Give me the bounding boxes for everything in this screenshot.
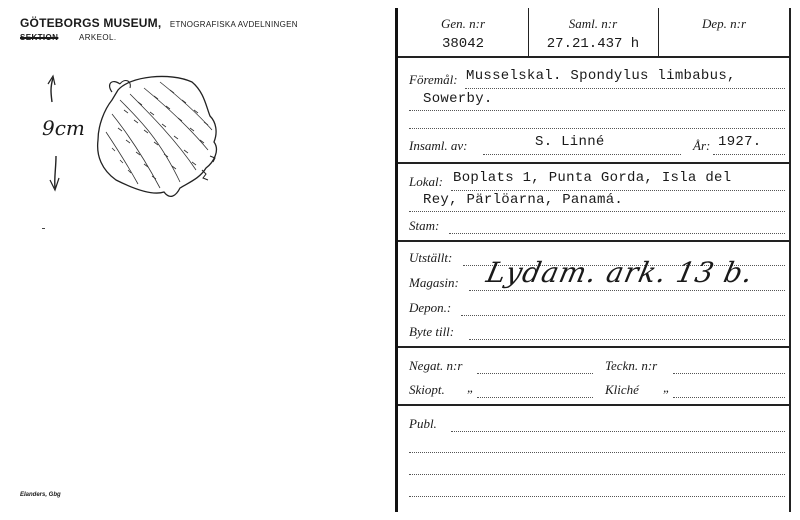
row-divider	[398, 240, 789, 242]
lokal-value-line2: Rey, Pärlöarna, Panamá.	[423, 192, 624, 208]
dotted-line	[477, 373, 593, 374]
gen-label: Gen. n:r	[440, 16, 486, 31]
foremal-value-line2: Sowerby.	[423, 91, 493, 107]
shell-drawing	[20, 70, 230, 220]
insaml-value: S. Linné	[535, 134, 605, 150]
dotted-line	[713, 154, 785, 155]
arkeol-label: ARKEOL.	[78, 33, 117, 42]
dotted-line	[449, 233, 785, 234]
shell-sketch-icon	[20, 70, 230, 220]
byte-label: Byte till:	[409, 324, 455, 339]
dep-cell	[659, 8, 789, 56]
kliche-ditto: „	[663, 380, 671, 395]
stam-label: Stam:	[409, 218, 440, 233]
card-right-border	[789, 8, 791, 512]
dotted-line	[469, 290, 785, 291]
printer-mark: Elanders, Gbg	[20, 492, 61, 498]
row-divider	[398, 162, 789, 164]
saml-value: 27.21.437 h	[546, 36, 640, 52]
row-divider	[398, 56, 789, 58]
dotted-line	[469, 339, 785, 340]
teckn-label: Teckn. n:r	[605, 358, 658, 373]
lokal-label: Lokal:	[409, 174, 443, 189]
dotted-line	[673, 373, 785, 374]
dotted-line	[409, 474, 785, 475]
dotted-line	[483, 154, 681, 155]
insaml-label: Insaml. av:	[409, 138, 468, 153]
magasin-label: Magasin:	[409, 275, 459, 290]
catalogue-card	[395, 8, 793, 512]
size-annotation: 9cm	[42, 116, 85, 140]
dotted-line	[461, 315, 785, 316]
dotted-line	[465, 88, 785, 89]
section-line	[20, 33, 116, 42]
struck-section-label: SEKTION	[20, 33, 59, 42]
dotted-line	[451, 431, 785, 432]
dotted-line	[409, 452, 785, 453]
dotted-line	[409, 110, 785, 111]
saml-label: Saml. n:r	[568, 16, 618, 31]
skiopt-ditto: „	[467, 380, 475, 395]
museum-header	[20, 14, 298, 32]
negat-label: Negat. n:r	[409, 358, 463, 373]
foremal-value-line1: Musselskal. Spondylus limbabus,	[466, 68, 736, 84]
dotted-line	[477, 397, 593, 398]
speck-mark	[42, 228, 45, 229]
row-divider	[398, 404, 789, 406]
dotted-line	[451, 190, 785, 191]
gen-cell	[398, 8, 528, 56]
magasin-handwritten-value: Lydam. ark. 13 b.	[483, 256, 757, 289]
depon-label: Depon.:	[409, 300, 452, 315]
foremal-label: Föremål:	[409, 72, 458, 87]
lokal-value-line1: Boplats 1, Punta Gorda, Isla del	[453, 170, 732, 186]
gen-value: 38042	[441, 36, 484, 52]
skiopt-label: Skiopt.	[409, 382, 445, 397]
dotted-line	[409, 496, 785, 497]
card-left-border	[395, 8, 398, 512]
dep-label: Dep. n:r	[701, 16, 747, 31]
utstallt-label: Utställt:	[409, 250, 453, 265]
publ-label: Publ.	[409, 416, 437, 431]
dotted-line	[409, 211, 785, 212]
row-divider	[398, 346, 789, 348]
dotted-line	[409, 128, 785, 129]
saml-cell	[529, 8, 657, 56]
department-name: ETNOGRAFISKA AVDELNINGEN	[169, 20, 298, 29]
ar-label: År:	[693, 138, 711, 153]
ar-value: 1927.	[718, 134, 762, 150]
museum-name: GÖTEBORGS MUSEUM,	[20, 16, 162, 30]
kliche-label: Kliché	[605, 382, 639, 397]
dotted-line	[673, 397, 785, 398]
